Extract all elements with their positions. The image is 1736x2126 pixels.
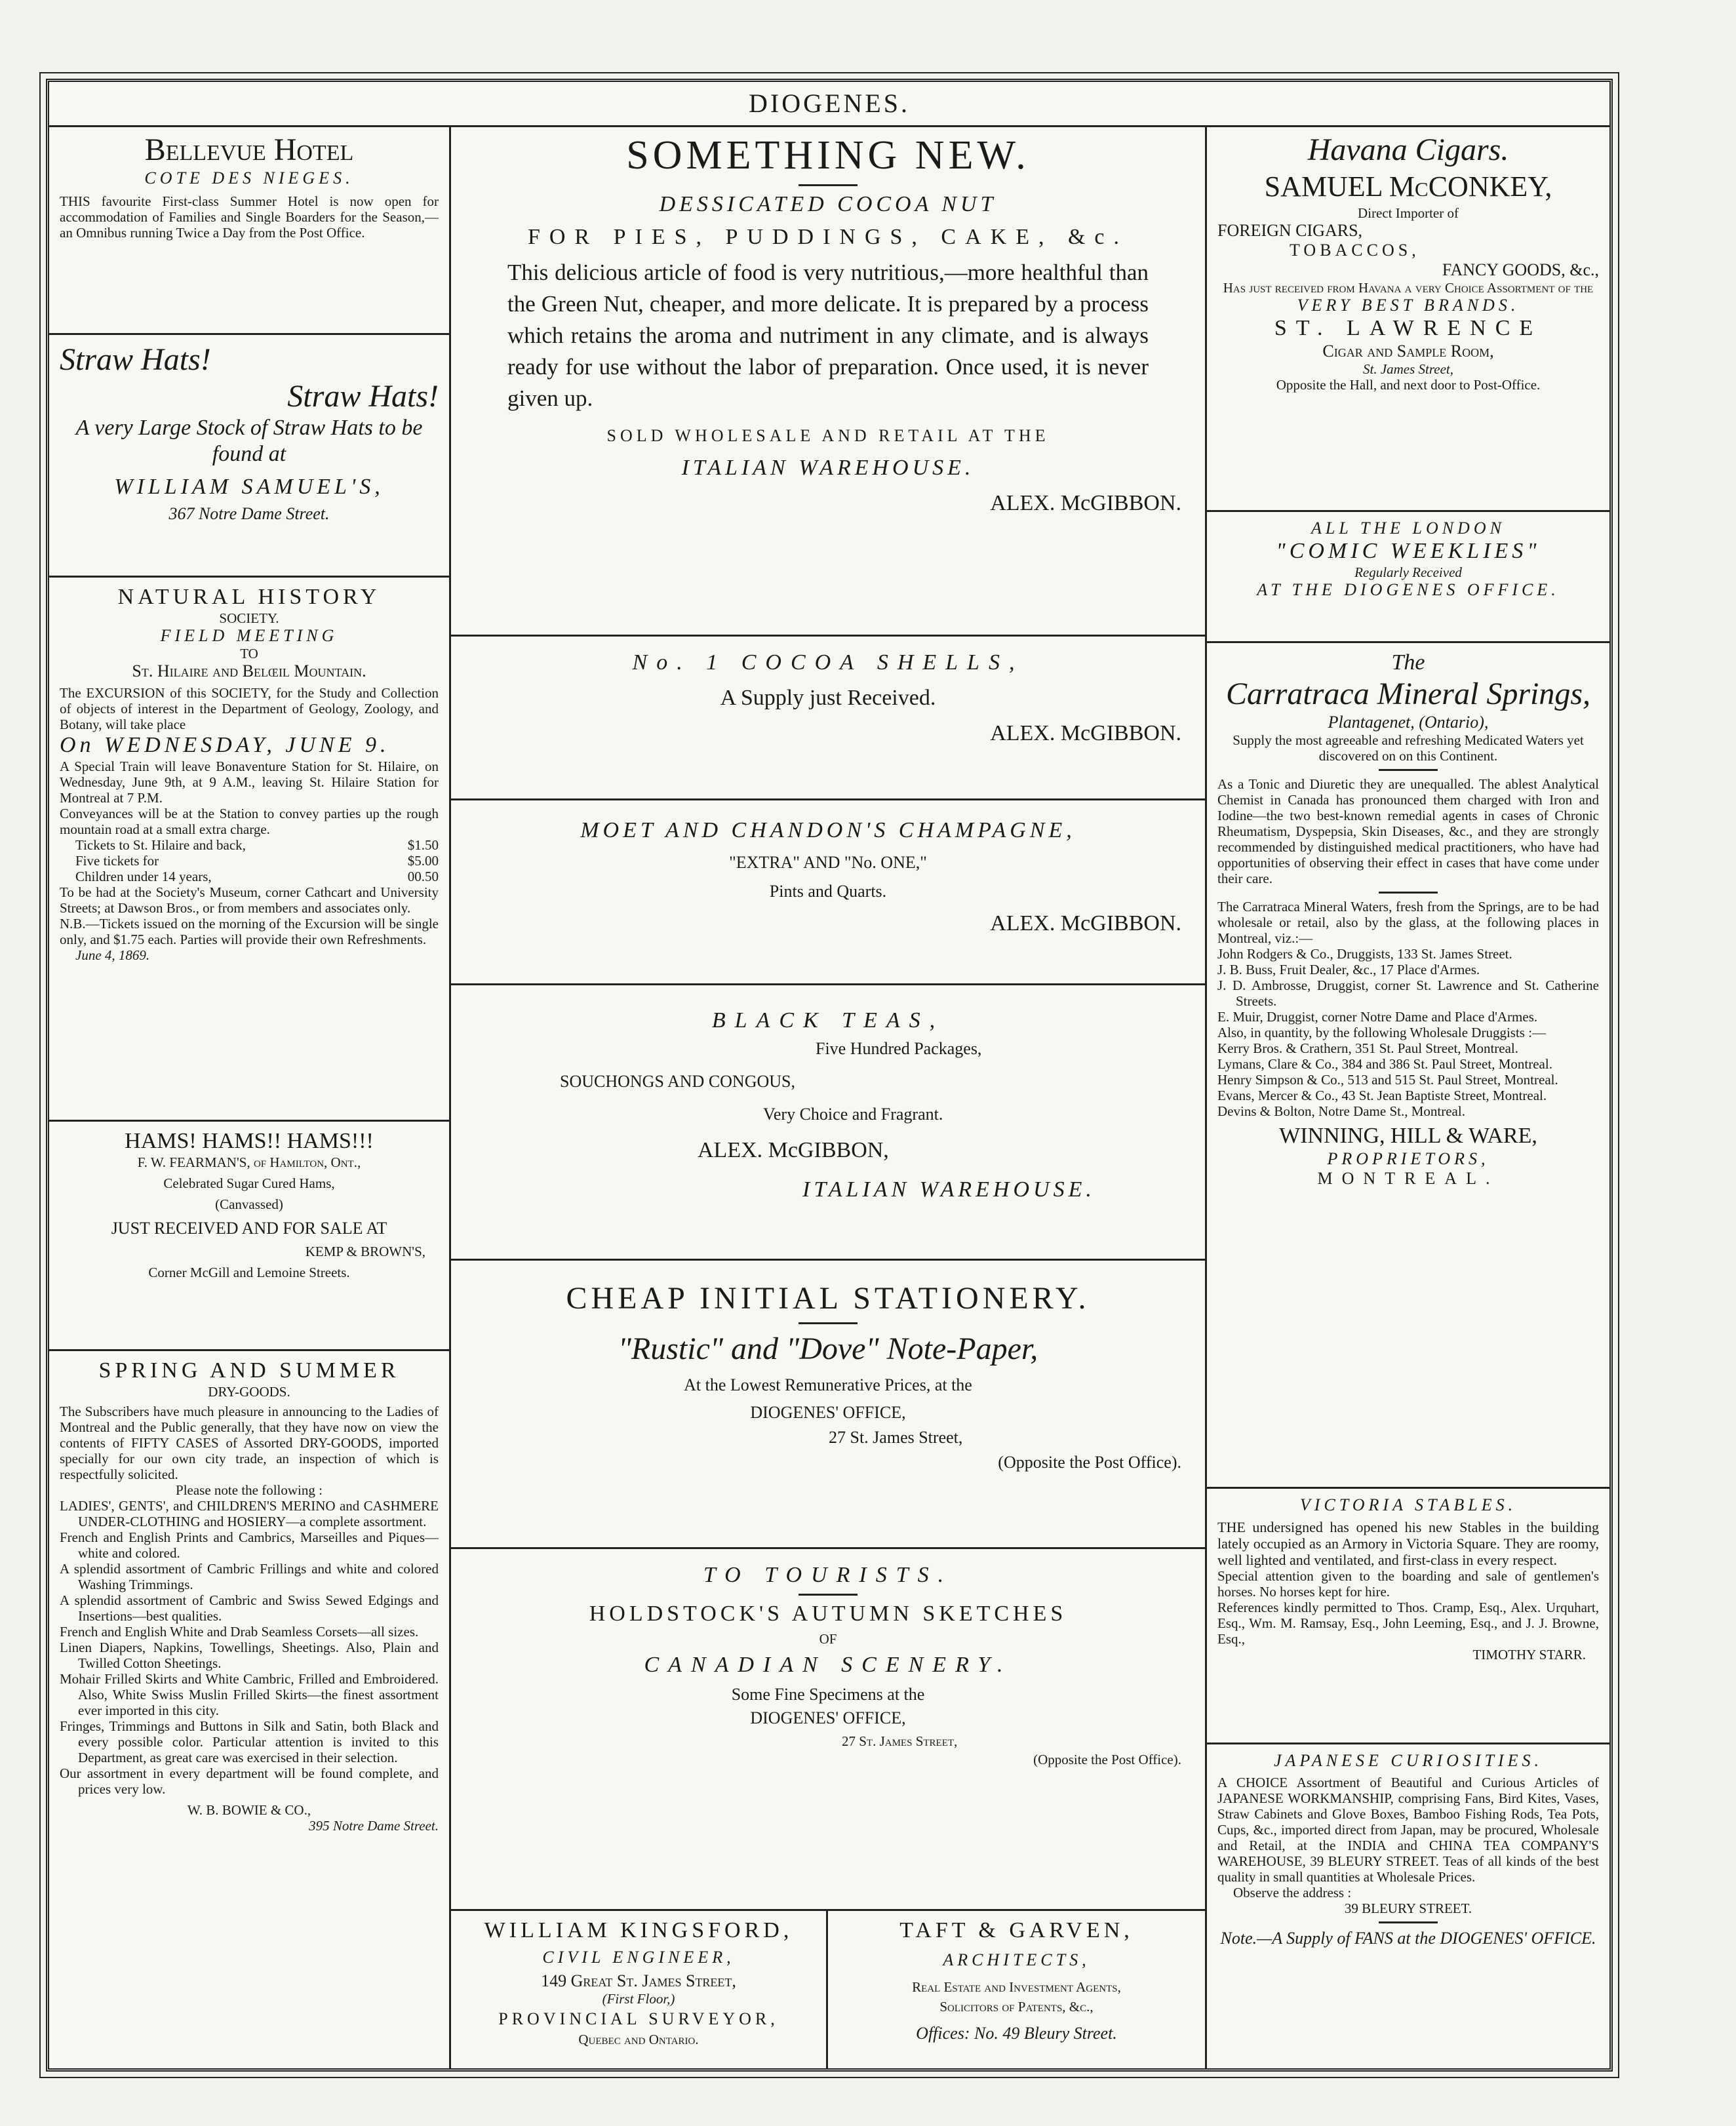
- list-item: Mohair Frilled Skirts and White Cambric, Frilled and Embroidered. Also, White Swiss Muslin Frilled Skirts—the finest assortment ever imported in this city.: [60, 1671, 439, 1718]
- ad-text: THIS favourite First-class Summer Hotel is now open for accommodation of Families and Single Boarders for the Season,—an Omnibus running Twice a Day from the Post Office.: [60, 193, 439, 241]
- specimens-label: Some Fine Specimens at the: [731, 1685, 925, 1704]
- quality-label: Very Choice and Fragrant.: [763, 1105, 943, 1124]
- line-cigars: FOREIGN CIGARS,: [1217, 221, 1363, 240]
- grades-label: "EXTRA" AND "No. ONE,": [729, 853, 927, 872]
- ad-title: NATURAL HISTORY: [117, 585, 381, 609]
- list-item: E. Muir, Druggist, corner Notre Dame and Place d'Armes.: [1217, 1009, 1538, 1025]
- card-address: 149 Great St. James Street,: [541, 1971, 736, 1990]
- the-label: The: [1391, 650, 1425, 675]
- use-label: FOR PIES, PUDDINGS, CAKE, &c.: [527, 225, 1129, 249]
- list-item: Kerry Bros. & Crathern, 351 St. Paul Street, Montreal.: [1217, 1040, 1519, 1056]
- ad-text: A Supply just Received.: [720, 686, 936, 710]
- ad-title: CHEAP INITIAL STATIONERY.: [566, 1281, 1090, 1316]
- japanese-curiosities-ad: [1207, 1744, 1609, 2064]
- date-signed: June 4, 1869.: [75, 947, 150, 963]
- packages-label: Five Hundred Packages,: [816, 1039, 982, 1058]
- center-column: [451, 125, 1207, 2068]
- tourists-ad: [451, 1549, 1205, 1839]
- tonic-text: As a Tonic and Diuretic they are unequalled. The ablest Analytical Chemist in Canada has pronounced them charged with Iron and Iodine—the two best-known remedial agents in cases of Chronic Rheumatism, Dyspepsia, Skin Diseases, &c., and they are strongly recommended by distinguished medical practitioners, who have had opportunities of observing their effect in cases that have come under their care.: [1217, 776, 1599, 886]
- hams-ad: [49, 1122, 449, 1351]
- ad-seller: ALEX. McGIBBON.: [990, 721, 1181, 745]
- kinds-label: SOUCHONGS AND CONGOUS,: [560, 1072, 795, 1091]
- list-item: Linen Diapers, Napkins, Towellings, Sheetings. Also, Plain and Twilled Cotton Sheetings.: [60, 1640, 439, 1671]
- bellevue-hotel-ad: [49, 125, 449, 335]
- special-text: Special attention given to the boarding and sale of gentlemen's horses. No horses kept for hire.: [1217, 1568, 1599, 1600]
- nb-text: N.B.—Tickets issued on the morning of the Excursion will be single only, and $1.75 each. Parties will provide their own Refreshments.: [60, 916, 439, 947]
- ad-subtitle: "COMIC WEEKLIES": [1276, 539, 1541, 563]
- carratraca-ad: [1207, 643, 1609, 1489]
- ad-title: Bellevue Hotel: [144, 132, 354, 167]
- ticket-label: Five tickets for: [75, 853, 159, 869]
- ad-text: The EXCURSION of this SOCIETY, for the Study and Collection of objects of interest in the Department of Geology, Zoology, and Botany, will take place: [60, 685, 439, 732]
- ticket-label: Children under 14 years,: [75, 869, 212, 884]
- card-name: TAFT & GARVEN,: [899, 1918, 1134, 1942]
- divider: [799, 184, 858, 186]
- date-label: On WEDNESDAY, JUNE 9.: [60, 733, 390, 757]
- note-text: Note.—A Supply of FANS at the DIOGENES' OFFICE.: [1220, 1929, 1596, 1948]
- ad-seller: W. B. BOWIE & CO.,: [187, 1802, 311, 1818]
- sizes-label: Pints and Quarts.: [769, 882, 887, 901]
- ad-subtitle: COTE DES NIEGES.: [144, 168, 354, 187]
- taft-garven-card: [828, 1911, 1205, 2068]
- champagne-ad: [451, 800, 1205, 985]
- sketches-label: HOLDSTOCK'S AUTUMN SKETCHES: [589, 1602, 1067, 1626]
- straw-hats-ad: [49, 335, 449, 578]
- canvassed-label: (Canvassed): [215, 1196, 283, 1212]
- list-item: J. B. Buss, Fruit Dealer, &c., 17 Place d'Armes.: [1217, 962, 1480, 977]
- received-text: Has just received from Havana a very Choice Assortment of the: [1223, 280, 1594, 296]
- list-item: Evans, Mercer & Co., 43 St. Jean Baptiste Street, Montreal.: [1217, 1088, 1547, 1103]
- ad-title: SPRING AND SUMMER: [98, 1358, 400, 1383]
- ad-text: This delicious article of food is very nutritious,—more healthful than the Green Nut, cheaper, and more delicate. It is prepared by a process which retains the aroma and nutriment in any climate, and is always ready for use without the labor of preparation. Once used, it is never given up.: [507, 260, 1149, 411]
- masthead: DIOGENES.: [49, 82, 1609, 127]
- ad-title: MOET AND CHANDON'S CHAMPAGNE,: [580, 818, 1076, 842]
- card-region: Quebec and Ontario.: [578, 2032, 699, 2047]
- ad-text: A CHOICE Assortment of Beautiful and Curious Articles of JAPANESE WORKMANSHIP, comprising Fans, Bird Kites, Vases, Straw Cabinets and Glove Boxes, Bamboo Fishing Rods, Tea Pots, Cups, &c., imported direct from Japan, may be procured, Wholesale and Retail, at the INDIA and CHINA TEA COMPANY'S WAREHOUSE, 39 BLEURY STREET. Teas of all kinds of the best quality in small quantities at Wholesale Prices.: [1217, 1775, 1599, 1885]
- ad-subtitle: DRY-GOODS.: [208, 1384, 290, 1400]
- opposite-label: (Opposite the Post Office).: [1033, 1752, 1181, 1767]
- ad-text: A very Large Stock of Straw Hats to be found at: [75, 416, 423, 466]
- line-fancy: FANCY GOODS, &c.,: [1442, 260, 1599, 279]
- maker-label: F. W. FEARMAN'S, of Hamilton, Ont.,: [137, 1154, 361, 1170]
- ad-seller: TIMOTHY STARR.: [1472, 1647, 1586, 1663]
- ticket-row: [60, 869, 439, 884]
- list-item: French and English White and Drab Seamless Corsets—all sizes.: [60, 1624, 419, 1640]
- observe-label: Observe the address :: [1233, 1885, 1352, 1900]
- divider: [1379, 892, 1438, 894]
- card-offices: Offices: No. 49 Bleury Street.: [916, 2024, 1117, 2043]
- brands-label: VERY BEST BRANDS.: [1297, 296, 1520, 315]
- comic-weeklies-ad: [1207, 512, 1609, 643]
- list-item: A splendid assortment of Cambric and Swiss Sewed Edgings and Insertions—best qualities.: [60, 1592, 439, 1624]
- ad-title: TO TOURISTS.: [703, 1563, 953, 1587]
- ad-title: HAMS! HAMS!! HAMS!!!: [125, 1129, 374, 1153]
- list-item: Fringes, Trimmings and Buttons in Silk and Satin, both Black and every possible color. Particular attention is invited to this Department, as great care was exercised in their selection.: [60, 1718, 439, 1765]
- cocoa-shells-ad: [451, 637, 1205, 800]
- city-label: MONTREAL.: [1317, 1169, 1499, 1188]
- black-teas-ad: [451, 985, 1205, 1261]
- ad-title: BLACK TEAS,: [711, 1008, 945, 1033]
- ad-seller: ALEX. McGIBBON.: [990, 491, 1181, 515]
- ticket-label: Tickets to St. Hilaire and back,: [75, 837, 246, 853]
- ad-seller: WILLIAM SAMUEL'S,: [114, 475, 384, 499]
- divider: [799, 1322, 858, 1324]
- note-label: Please note the following :: [176, 1482, 323, 1498]
- victoria-stables-ad: [1207, 1489, 1609, 1744]
- list-item: J. D. Ambrosse, Druggist, corner St. Lawrence and St. Catherine Streets.: [1217, 977, 1599, 1009]
- ad-subtitle: SOCIETY.: [219, 610, 279, 626]
- ad-text: The Subscribers have much pleasure in announcing to the Ladies of Montreal and the Public generally, that they have now on view the contents of FIFTY CASES of Assorted DRY-GOODS, imported specially for our own city trade, an inspection of which is respectfully solicited.: [60, 1404, 439, 1482]
- scenery-label: CANADIAN SCENERY.: [644, 1653, 1012, 1677]
- ad-address: Corner McGill and Lemoine Streets.: [148, 1265, 350, 1280]
- kingsford-card: [451, 1911, 828, 2068]
- card-role: ARCHITECTS,: [943, 1950, 1090, 1969]
- meeting-label: FIELD MEETING: [160, 626, 338, 645]
- left-column: [49, 125, 451, 2068]
- ad-address: AT THE DIOGENES OFFICE.: [1257, 580, 1560, 599]
- ad-title: VICTORIA STABLES.: [1299, 1495, 1517, 1514]
- ticket-price: $5.00: [407, 853, 439, 869]
- sold-label: SOLD WHOLESALE AND RETAIL AT THE: [606, 426, 1050, 445]
- ad-seller: SAMUEL McCONKEY,: [1264, 170, 1552, 203]
- ad-title: SOMETHING NEW.: [626, 133, 1030, 178]
- fresh-text: The Carratraca Mineral Waters, fresh from the Springs, are to be had wholesale or retail, also by the glass, at the following places in Montreal, viz.:—: [1217, 899, 1599, 946]
- sale-text: To be had at the Society's Museum, corner Cathcart and University Streets; at Dawson Bros., or from members and associates only.: [60, 884, 439, 916]
- warehouse-label: ITALIAN WAREHOUSE.: [802, 1177, 1095, 1202]
- ad-address: 395 Notre Dame Street.: [309, 1818, 439, 1834]
- ad-title: No. 1 COCOA SHELLS,: [632, 650, 1024, 675]
- to-label: TO: [240, 646, 258, 661]
- spring-summer-ad: [49, 1351, 449, 2020]
- list-item: French and English Prints and Cambrics, Marseilles and Piques—white and colored.: [60, 1529, 439, 1561]
- prices-label: At the Lowest Remunerative Prices, at the: [684, 1375, 972, 1394]
- product-label: DESSICATED COCOA NUT: [659, 192, 997, 216]
- ad-text: THE undersigned has opened his new Stables in the building lately occupied as an Armory in Victoria Square. They are roomy, well lighted and ventilated, and first-class in every respect.: [1217, 1519, 1599, 1568]
- divider: [799, 1594, 858, 1596]
- natural-history-ad: [49, 578, 449, 1122]
- ad-title: JAPANESE CURIOSITIES.: [1273, 1751, 1543, 1770]
- card-surveyor: PROVINCIAL SURVEYOR,: [498, 2009, 779, 2028]
- card-name: WILLIAM KINGSFORD,: [484, 1918, 793, 1942]
- ad-seller: ALEX. McGIBBON.: [990, 911, 1181, 935]
- divider: [1379, 769, 1438, 771]
- list-item: A splendid assortment of Cambric Frillings and white and colored Washing Trimmings.: [60, 1561, 439, 1592]
- list-item: John Rodgers & Co., Druggists, 133 St. James Street.: [1217, 946, 1512, 962]
- ticket-price: 00.50: [407, 869, 439, 884]
- something-new-ad: [451, 125, 1205, 637]
- ad-title-repeat: Straw Hats!: [287, 379, 439, 414]
- received-label: JUST RECEIVED AND FOR SALE AT: [111, 1219, 387, 1238]
- office-label: DIOGENES' OFFICE,: [750, 1403, 906, 1422]
- ad-address: 39 BLEURY STREET.: [1344, 1900, 1472, 1916]
- ad-title: Straw Hats!: [60, 342, 211, 377]
- newspaper-page: [46, 79, 1613, 2072]
- card-role: CIVIL ENGINEER,: [542, 1948, 735, 1967]
- place-label: St. Hilaire and Belœil Mountain.: [132, 661, 366, 680]
- ad-address: 367 Notre Dame Street.: [168, 504, 330, 523]
- ad-seller: KEMP & BROWN'S,: [305, 1244, 425, 1259]
- store-name: ST. LAWRENCE: [1274, 316, 1543, 340]
- right-column: [1207, 125, 1609, 2068]
- list-item: Lymans, Clare & Co., 384 and 386 St. Paul Street, Montreal.: [1217, 1056, 1552, 1072]
- card-floor: (First Floor,): [602, 1991, 675, 2007]
- ticket-row: [60, 853, 439, 869]
- opposite-label: Opposite the Hall, and next door to Post-Office.: [1276, 377, 1541, 393]
- line-tobaccos: TOBACCOS,: [1290, 241, 1420, 260]
- ticket-price: $1.50: [407, 837, 439, 853]
- list-item: Henry Simpson & Co., 513 and 515 St. Paul Street, Montreal.: [1217, 1072, 1558, 1088]
- ad-title: ALL THE LONDON: [1311, 519, 1505, 538]
- list-item: Our assortment in every department will be found complete, and prices very low.: [60, 1765, 439, 1797]
- havana-cigars-ad: [1207, 125, 1609, 512]
- ad-title: Havana Cigars.: [1307, 132, 1509, 167]
- list-item: LADIES', GENTS', and CHILDREN'S MERINO and CASHMERE UNDER-CLOTHING and HOSIERY—a complete assortment.: [60, 1498, 439, 1529]
- proprietors-label: PROPRIETORS,: [1327, 1149, 1489, 1168]
- also-text: Also, in quantity, by the following Wholesale Druggists :—: [1217, 1025, 1547, 1040]
- office-label: DIOGENES' OFFICE,: [750, 1708, 906, 1727]
- supply-text: Supply the most agreeable and refreshing Medicated Waters yet discovered on on this Continent.: [1233, 732, 1584, 764]
- business-cards: [451, 1909, 1205, 2068]
- ad-seller: WINNING, HILL & WARE,: [1279, 1124, 1537, 1148]
- warehouse-label: ITALIAN WAREHOUSE.: [681, 456, 975, 480]
- ad-text: Regularly Received: [1354, 564, 1462, 580]
- divider: [1379, 1921, 1438, 1923]
- street-label: 27 St. James Street,: [829, 1428, 963, 1447]
- card-agents: Real Estate and Investment Agents,: [912, 1979, 1121, 1995]
- convey-text: Conveyances will be at the Station to convey parties up the rough mountain road at a small extra charge.: [60, 806, 439, 837]
- card-solicitors: Solicitors of Patents, &c.,: [939, 1999, 1094, 2015]
- references-text: References kindly permitted to Thos. Cramp, Esq., Alex. Urquhart, Esq., Wm. M. Ramsay, Esq., John Leeming, Esq., and J. J. Browne, Esq.,: [1217, 1600, 1599, 1647]
- importer-label: Direct Importer of: [1358, 205, 1459, 221]
- ad-text: Celebrated Sugar Cured Hams,: [163, 1175, 335, 1191]
- train-text: A Special Train will leave Bonaventure Station for St. Hilaire, on Wednesday, June 9th, at 9 A.M., leaving St. Hilaire Station for Montreal at 7 P.M.: [60, 758, 439, 806]
- stationery-ad: [451, 1261, 1205, 1549]
- paper-label: "Rustic" and "Dove" Note-Paper,: [618, 1331, 1038, 1366]
- street-label: 27 St. James Street,: [842, 1733, 958, 1749]
- ticket-row: [60, 837, 439, 853]
- list-item: Devins & Bolton, Notre Dame St., Montreal.: [1217, 1103, 1465, 1119]
- ad-seller: ALEX. McGIBBON,: [698, 1138, 889, 1162]
- opposite-label: (Opposite the Post Office).: [998, 1453, 1181, 1472]
- street-label: St. James Street,: [1362, 361, 1454, 377]
- place-label: Plantagenet, (Ontario),: [1328, 713, 1489, 732]
- room-label: Cigar and Sample Room,: [1322, 342, 1494, 361]
- of-label: OF: [819, 1631, 837, 1647]
- ad-title: Carratraca Mineral Springs,: [1225, 677, 1591, 711]
